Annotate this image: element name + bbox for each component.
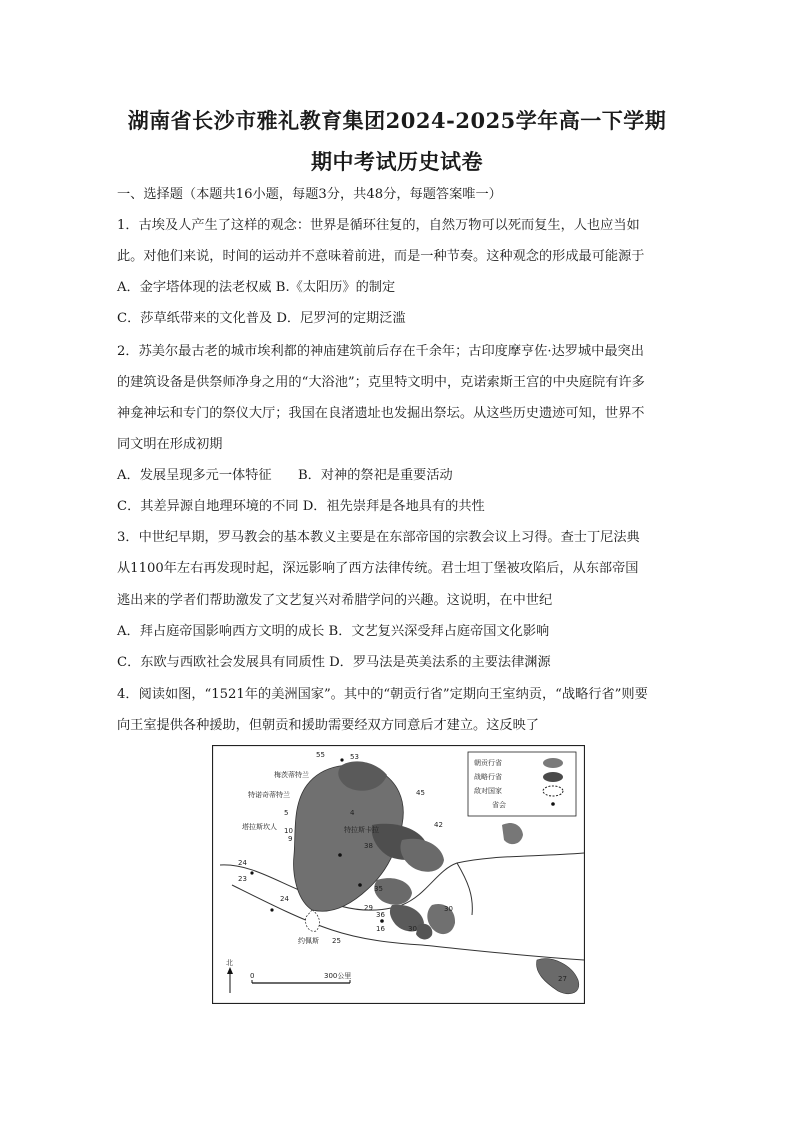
map-number: 30 bbox=[408, 925, 417, 933]
map-number: 53 bbox=[350, 753, 359, 761]
legend-swatch bbox=[543, 786, 563, 796]
aztec-map-figure bbox=[212, 745, 585, 1004]
question-line: 的建筑设备是供祭师净身之用的“大浴池”；克里特文明中，克诺索斯王宫的中央庭院有许多 bbox=[117, 375, 645, 390]
map-number: 30 bbox=[444, 905, 453, 913]
place-label: 特拉斯卡拉 bbox=[344, 826, 379, 834]
map-number: 55 bbox=[316, 751, 325, 759]
option-line: C．其差异源自地理环境的不同 D．祖先崇拜是各地具有的共性 bbox=[117, 499, 485, 514]
north-label: 北 bbox=[226, 959, 233, 967]
question-line: 同文明在形成初期 bbox=[117, 437, 223, 452]
place-label: 特诺奇蒂特兰 bbox=[248, 791, 290, 799]
legend-swatch bbox=[543, 772, 563, 782]
map-number: 42 bbox=[434, 821, 443, 829]
question-line: 1．古埃及人产生了这样的观念：世界是循环往复的，自然万物可以死而复生，人也应当如 bbox=[117, 218, 640, 233]
map-number: 9 bbox=[288, 835, 293, 843]
map-number: 24 bbox=[280, 895, 289, 903]
map-number: 10 bbox=[284, 827, 293, 835]
place-label: 约佩斯 bbox=[298, 937, 319, 945]
option-line: C．莎草纸带来的文化普及 D．尼罗河的定期泛滥 bbox=[117, 311, 406, 326]
question-line: 神龛神坛和专门的祭仪大厅；我国在良渚遗址也发掘出祭坛。从这些历史遗迹可知，世界不 bbox=[117, 406, 645, 421]
option-line: A．金字塔体现的法老权威 B.《太阳历》的制定 bbox=[117, 280, 396, 295]
question-line: 向王室提供各种援助，但朝贡和援助需要经双方同意后才建立。这反映了 bbox=[117, 718, 539, 733]
map-number: 5 bbox=[284, 809, 289, 817]
title-line-2: 期中考试历史试卷 bbox=[311, 149, 483, 174]
legend-label: 敌对国家 bbox=[474, 787, 502, 795]
map-number: 45 bbox=[416, 789, 425, 797]
question-line: 从1100年左右再发现时起，深远影响了西方法律传统。君士坦丁堡被攻陷后，从东部帝国 bbox=[117, 561, 639, 576]
question-line: 逃出来的学者们帮助激发了文艺复兴对希腊学问的兴趣。这说明，在中世纪 bbox=[117, 593, 553, 608]
legend-swatch bbox=[543, 758, 563, 768]
map-number: 36 bbox=[376, 911, 385, 919]
map-number: 25 bbox=[332, 937, 341, 945]
section-heading: 一、选择题（本题共16小题，每题3分，共48分，每题答案唯一） bbox=[117, 187, 502, 202]
place-label: 塔拉斯坎人 bbox=[242, 823, 277, 831]
scale-zero: 0 bbox=[250, 972, 255, 980]
title-line-1: 湖南省长沙市雅礼教育集团2024-2025学年高一下学期 bbox=[127, 108, 667, 133]
map-number: 4 bbox=[350, 809, 355, 817]
map-number: 35 bbox=[374, 885, 383, 893]
question-line: 2．苏美尔最古老的城市埃利都的神庙建筑前后存在千余年；古印度摩亨佐·达罗城中最突出 bbox=[117, 344, 644, 359]
map-number: 16 bbox=[376, 925, 385, 933]
map-number: 23 bbox=[238, 875, 247, 883]
legend-swatch bbox=[551, 802, 555, 806]
legend-label: 朝贡行省 bbox=[474, 759, 502, 767]
place-label: 梅茨蒂特兰 bbox=[274, 771, 309, 779]
legend-label: 省会 bbox=[492, 801, 506, 809]
option-line: A．发展呈现多元一体特征 B．对神的祭祀是重要活动 bbox=[117, 468, 453, 483]
question-line: 4．阅读如图，“1521年的美洲国家”。其中的“朝贡行省”定期向王室纳贡，“战略行省”则要 bbox=[117, 687, 648, 702]
map-number: 27 bbox=[558, 975, 567, 983]
option-line: C．东欧与西欧社会发展具有同质性 D．罗马法是英美法系的主要法律渊源 bbox=[117, 655, 551, 670]
option-line: A．拜占庭帝国影响西方文明的成长 B．文艺复兴深受拜占庭帝国文化影响 bbox=[117, 624, 550, 639]
map-number: 24 bbox=[238, 859, 247, 867]
question-line: 3．中世纪早期，罗马教会的基本教义主要是在东部帝国的宗教会议上习得。查士丁尼法典 bbox=[117, 530, 640, 545]
scale-label: 300公里 bbox=[324, 972, 352, 980]
map-number: 38 bbox=[364, 842, 373, 850]
question-line: 此。对他们来说，时间的运动并不意味着前进，而是一种节奏。这种观念的形成最可能源于 bbox=[117, 249, 645, 264]
legend-label: 战略行省 bbox=[474, 773, 502, 781]
map-number: 29 bbox=[364, 904, 373, 912]
map-svg bbox=[212, 745, 585, 1004]
